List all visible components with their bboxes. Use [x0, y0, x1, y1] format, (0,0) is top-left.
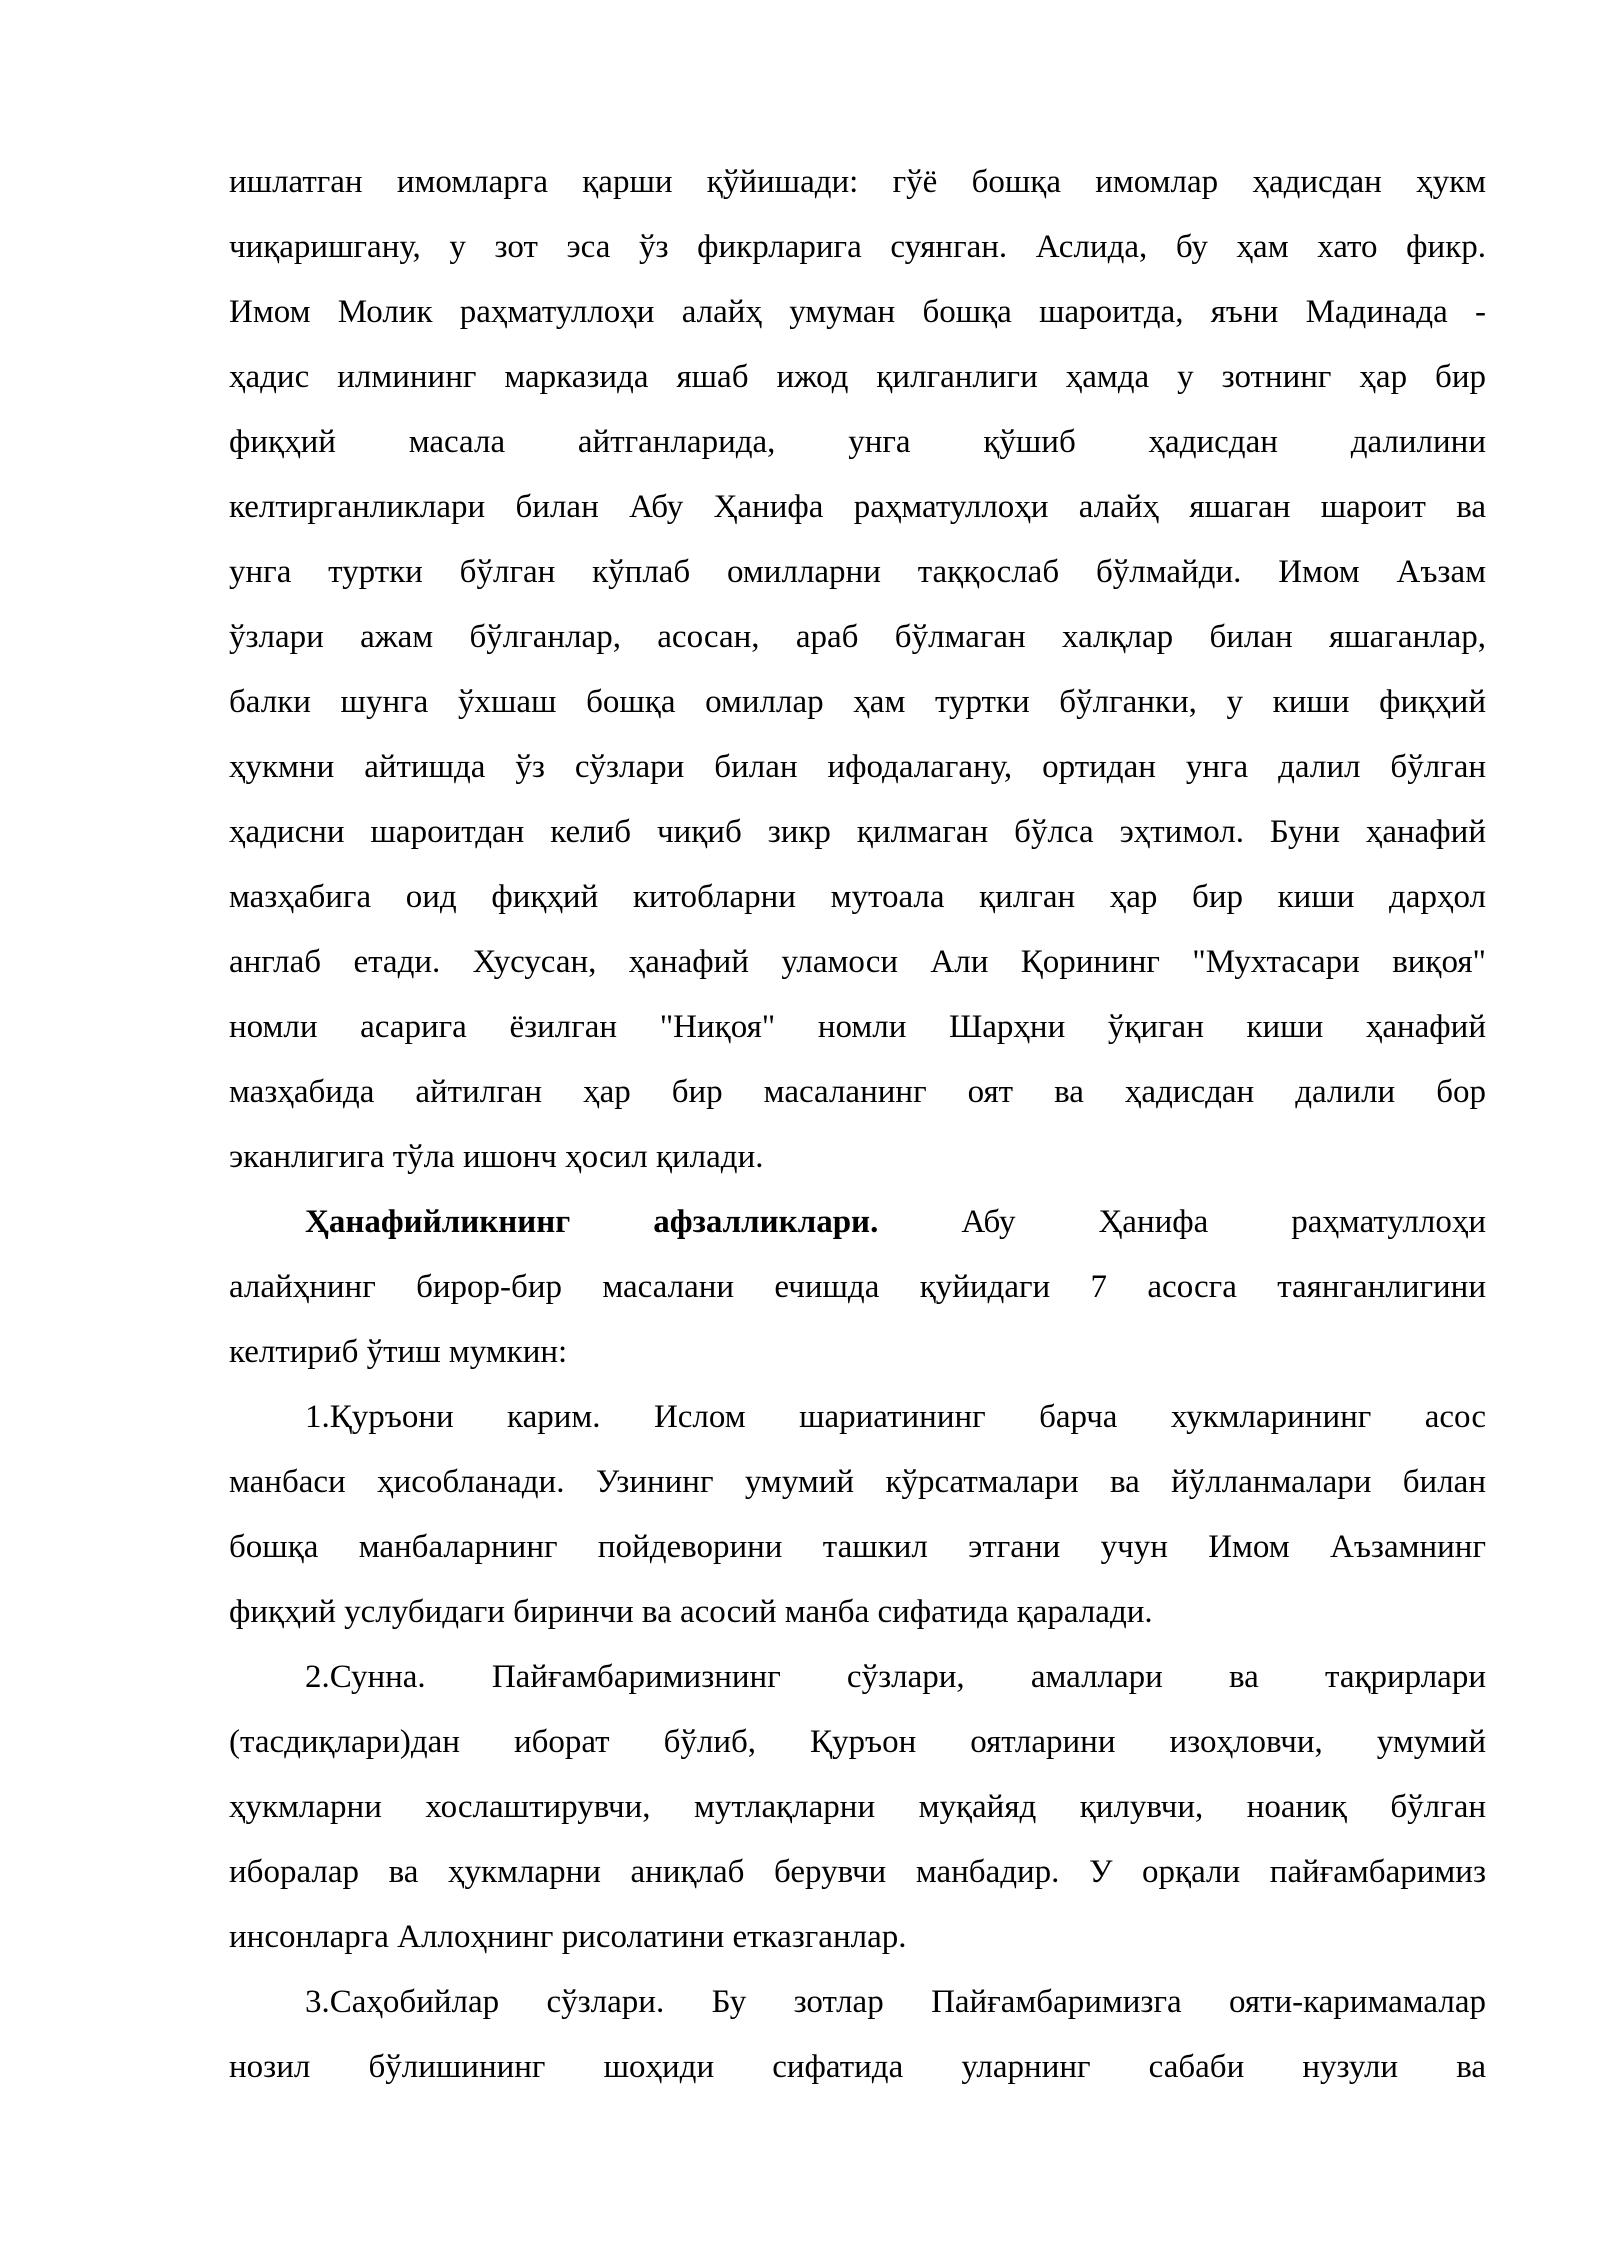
text-line	[229, 1190, 1486, 1255]
text-line: мазҳабига оид фиқҳий китобларни мутоала қилган ҳар бир киши дарҳол	[229, 879, 1486, 915]
paragraph-3	[229, 1385, 1486, 1645]
text-line: ишлатган имомларга қарши қўйишади: гўё бошқа имомлар ҳадисдан ҳукм	[229, 164, 1486, 200]
text-line: унга туртки бўлган кўплаб омилларни таққослаб бўлмайди. Имом Аъзам	[229, 554, 1486, 590]
text-line: фиқҳий услубидаги биринчи ва асосий манба сифатида қаралади.	[229, 1594, 1153, 1630]
paragraph-5	[229, 1970, 1486, 2100]
text-line: чиқаришгану, у зот эса ўз фикрларига суянган. Аслида, бу ҳам хато фикр.	[229, 229, 1486, 265]
text-line: (тасдиқлари)дан иборат бўлиб, Қуръон оятларини изоҳловчи, умумий	[229, 1724, 1486, 1760]
text-line: ҳукмларни хослаштирувчи, мутлақларни муқайяд қилувчи, ноаниқ бўлган	[229, 1789, 1486, 1825]
text-line: ҳукмни айтишда ўз сўзлари билан ифодалагану, ортидан унга далил бўлган	[229, 749, 1486, 785]
text-line: ҳадисни шароитдан келиб чиқиб зикр қилмаган бўлса эҳтимол. Буни ҳанафий	[229, 814, 1486, 850]
text-line: англаб етади. Хусусан, ҳанафий уламоси Али Қорининг "Мухтасари виқоя"	[229, 944, 1486, 980]
heading-line-rest: Абу Ҳанифа раҳматуллоҳи	[961, 1204, 1487, 1240]
section-heading: Ҳанафийликнинг афзалликлари.	[305, 1204, 879, 1240]
paragraph-2	[229, 1190, 1486, 1385]
text-line: иборалар ва ҳукмларни аниқлаб берувчи манбадир. У орқали пайғамбаримиз	[229, 1854, 1486, 1890]
paragraph-1	[229, 150, 1486, 1190]
text-line: ўзлари ажам бўлганлар, асосан, араб бўлмаган халқлар билан яшаганлар,	[229, 619, 1486, 655]
text-line: нозил бўлишининг шоҳиди сифатида уларнинг сабаби нузули ва	[229, 2049, 1486, 2085]
text-line: ҳадис илмининг марказида яшаб ижод қилганлиги ҳамда у зотнинг ҳар бир	[229, 359, 1486, 395]
text-line: мазҳабида айтилган ҳар бир масаланинг оят ва ҳадисдан далили бор	[229, 1074, 1486, 1110]
text-line: келтириб ўтиш мумкин:	[229, 1334, 568, 1370]
text-line: Имом Молик раҳматуллоҳи алайҳ умуман бошқа шароитда, яъни Мадинада -	[229, 294, 1486, 330]
text-line: келтирганликлари билан Абу Ҳанифа раҳматуллоҳи алайҳ яшаган шароит ва	[229, 489, 1486, 525]
text-line: манбаси ҳисобланади. Узининг умумий кўрсатмалари ва йўлланмалари билан	[229, 1464, 1486, 1500]
text-line: алайҳнинг бирор-бир масалани ечишда қуйидаги 7 асосга таянганлигини	[229, 1269, 1486, 1305]
text-line: бошқа манбаларнинг пойдеворини ташкил этгани учун Имом Аъзамнинг	[229, 1529, 1486, 1565]
text-line: 3.Саҳобийлар сўзлари. Бу зотлар Пайғамбаримизга ояти-каримамалар	[305, 1984, 1486, 2020]
paragraph-4	[229, 1645, 1486, 1970]
text-line: номли асарига ёзилган "Ниқоя" номли Шарҳни ўқиган киши ҳанафий	[229, 1009, 1486, 1045]
text-line: 2.Сунна. Пайғамбаримизнинг сўзлари, амаллари ва тақрирлари	[305, 1659, 1486, 1695]
text-line: инсонларга Аллоҳнинг рисолатини етказганлар.	[229, 1919, 907, 1955]
text-line: 1.Қуръони карим. Ислом шариатининг барча хукмларининг асос	[305, 1399, 1486, 1435]
text-line: эканлигига тўла ишонч ҳосил қилади.	[229, 1139, 764, 1175]
text-line: фиқҳий масала айтганларида, унга қўшиб ҳадисдан далилини	[229, 424, 1486, 460]
text-line: балки шунга ўхшаш бошқа омиллар ҳам туртки бўлганки, у киши фиқҳий	[229, 684, 1486, 720]
body-text	[229, 150, 1486, 2100]
